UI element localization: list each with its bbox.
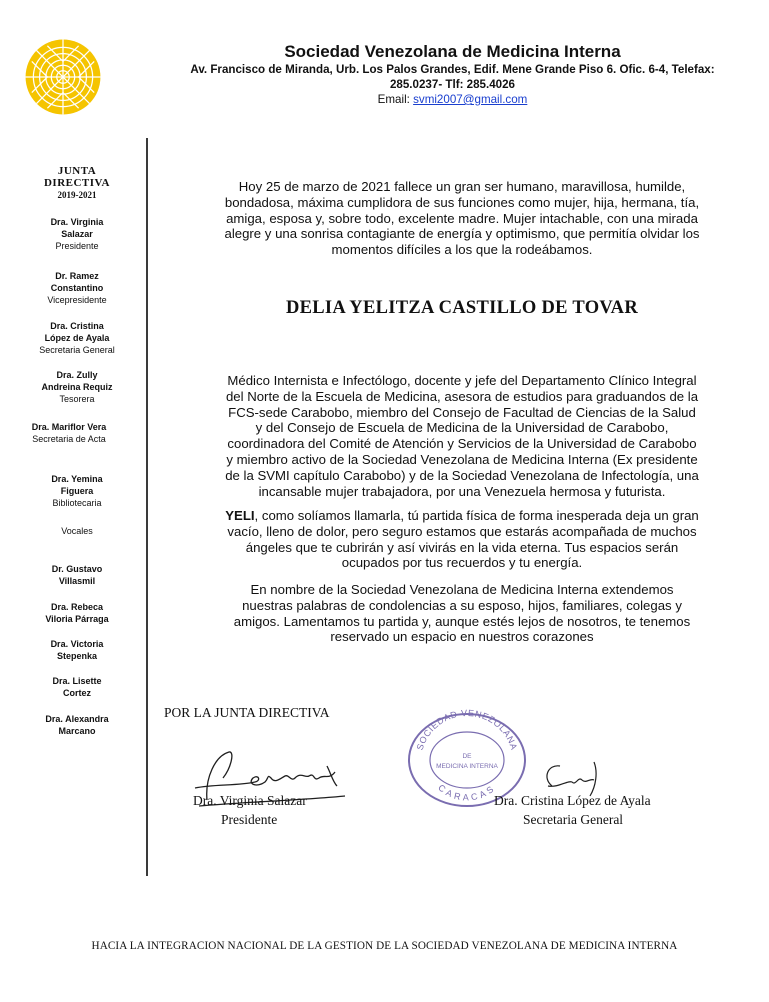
member-role: Secretaria General [39, 345, 115, 355]
text-line: En nombre de la Sociedad Venezolana de Medicina Interna extendemos [250, 582, 674, 597]
text-line: amiga, esposa y, sobre todo, excelente madre. Mujer intachable, con una mirada [226, 210, 698, 226]
board-member [18, 473, 136, 509]
member-name: Figuera [60, 486, 94, 496]
text-line: incansable mujer trabajadora, por una Venezuela hermosa y futurista. [258, 483, 666, 499]
text-line: coordinadora del Comité de Atención y Servicios de la Universidad de Carabobo [227, 436, 697, 452]
vocales-heading: Vocales [61, 526, 93, 536]
member-role: Secretaria de Acta [32, 434, 106, 444]
sidebar-divider [146, 138, 148, 876]
text-line: y miembro activo de la Sociedad Venezolana de Medicina Interna (Ex presidente [226, 451, 698, 467]
vocal-member [18, 563, 136, 587]
member-name: Andreina Requiz [41, 382, 113, 392]
vocal-name: Marcano [58, 726, 96, 736]
intro-paragraph [162, 179, 762, 258]
secretary-name: Dra. Cristina López de Ayala [494, 793, 651, 808]
member-role: Bibliotecaria [52, 498, 102, 508]
email-label: Email: [377, 93, 410, 106]
email-link[interactable]: svmi2007@gmail.com [413, 93, 528, 106]
on-behalf-label: POR LA JUNTA DIRECTIVA [164, 705, 330, 720]
text-line: del Norte de la Escuela de Medicina, asesora de estudios para graduandos de la [225, 388, 699, 404]
text-line: momentos difíciles a los que la rodeábamos. [331, 242, 593, 258]
board-member [18, 216, 136, 252]
member-name: Dra. Virginia [50, 217, 104, 227]
member-role: Presidente [55, 241, 99, 251]
member-name: Constantino [50, 283, 104, 293]
member-role: Tesorera [59, 394, 95, 404]
text-span: , como solíamos llamarla, tú partida física de forma inesperada deja un gran [254, 508, 699, 523]
board-years: 2019-2021 [57, 190, 97, 200]
stamp-center-text: MEDICINA INTERNA [436, 763, 498, 770]
board-title-line1: JUNTA [57, 165, 97, 177]
vocal-name: Dr. Gustavo [51, 564, 103, 574]
society-sun-logo [24, 38, 102, 116]
member-name: Salazar [61, 229, 93, 239]
text-line: nuestras palabras de condolencias a su esposo, hijos, familiares, colegas y [242, 597, 682, 613]
board-title [18, 165, 136, 201]
stamp-bottom-text: CARACAS [436, 782, 498, 803]
member-name: Dra. Zully [56, 370, 98, 380]
text-line: ocupados por tus recuerdos y tu energía. [341, 555, 583, 571]
vocal-name: Stepenka [56, 651, 98, 661]
board-member [10, 421, 128, 445]
text-line: bondadosa, máxima cumplidora de sus funciones como mujer, hija, hermana, tía, [224, 194, 700, 210]
organization-name: Sociedad Venezolana de Medicina Interna [284, 42, 621, 61]
vocal-name: Viloria Párraga [45, 614, 109, 624]
vocal-name: Dra. Rebeca [50, 602, 104, 612]
text-line: Hoy 25 de marzo de 2021 fallece un gran ser humano, maravillosa, humilde, [238, 179, 686, 194]
vocal-member [18, 675, 136, 699]
member-name: Dra. Cristina [50, 321, 104, 331]
biography-paragraph [162, 373, 762, 499]
vocal-name: Dra. Lisette [52, 676, 102, 686]
closing-paragraph [162, 582, 762, 645]
president-role: Presidente [221, 812, 278, 827]
vocal-member [18, 713, 136, 737]
vocal-name: Dra. Victoria [50, 639, 104, 649]
text-line: Médico Internista e Infectólogo, docente y jefe del Departamento Clínico Integral [227, 373, 697, 388]
board-member [18, 270, 136, 306]
member-name: Dra. Mariflor Vera [31, 422, 107, 432]
vocal-name: Cortez [62, 688, 91, 698]
email-line [140, 92, 765, 107]
text-line: vacío, lleno de dolor, pero seguro estamos que estarás acompañada de muchos [227, 523, 697, 539]
text-line: de la SVMI capítulo Carabobo) y de la Sociedad Venezolana de Infectología, una [225, 467, 699, 483]
text-line: alegre y una sonrisa contagiante de energía y optimismo, que permitía olvidar los [224, 226, 700, 242]
secretary-role: Secretaria General [523, 812, 624, 827]
member-name: López de Ayala [44, 333, 110, 343]
letterhead [140, 42, 765, 107]
member-name: Dr. Ramez [55, 271, 99, 281]
stamp-top-text: SOCIEDAD VENEZOLANA [414, 707, 520, 752]
board-title-line2: DIRECTIVA [43, 177, 111, 189]
text-line: FCS-sede Carabobo, miembro del Consejo de Facultad de Ciencias de la Salud [228, 404, 696, 420]
text-line: amigos. Lamentamos tu partida y, aunque estés lejos de nosotros, te tenemos [233, 613, 691, 629]
text-line: y del Consejo de Escuela de Medicina de la Universidad de Carabobo, [255, 420, 669, 436]
vocal-member [18, 638, 136, 662]
member-role: Vicepresidente [47, 295, 107, 305]
board-member [18, 320, 136, 356]
president-name: Dra. Virginia Salazar [193, 793, 307, 808]
vocal-name: Villasmil [58, 576, 96, 586]
footer-motto: HACIA LA INTEGRACION NACIONAL DE LA GESTION DE LA SOCIEDAD VENEZOLANA DE MEDICINA INTERNA [91, 940, 678, 952]
text-line: reservado un espacio en nuestros corazones [330, 629, 594, 645]
stamp-de-text: DE [462, 753, 472, 760]
tribute-paragraph [162, 508, 762, 571]
board-member [18, 369, 136, 405]
svg-text:SOCIEDAD VENEZOLANA [415, 708, 520, 751]
address-line: Av. Francisco de Miranda, Urb. Los Palos Grandes, Edif. Mene Grande Piso 6. Ofic. 6-4, Telefax: [190, 63, 715, 76]
vocal-name: Dra. Alexandra [45, 714, 109, 724]
nickname: YELI [225, 508, 255, 523]
deceased-name: DELIA YELITZA CASTILLO DE TOVAR [285, 298, 639, 318]
vocal-member [18, 601, 136, 625]
text-line: ángeles que te cubrirán y así vivirás en la vida eterna. Tus espacios serán [245, 539, 679, 555]
member-name: Dra. Yemina [51, 474, 103, 484]
text-line [162, 508, 762, 524]
svg-text:CARACAS [436, 782, 497, 802]
phone-line: 285.0237- Tlf: 285.4026 [389, 78, 516, 91]
